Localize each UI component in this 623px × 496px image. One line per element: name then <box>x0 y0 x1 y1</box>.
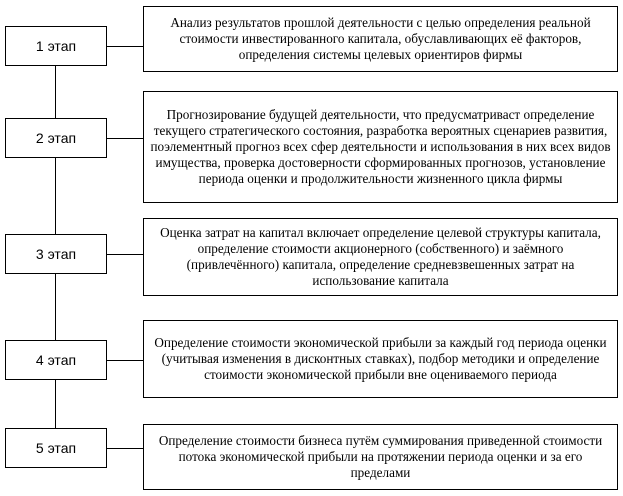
connector-stage-2 <box>107 138 143 139</box>
stage-label: 1 этап <box>35 38 77 54</box>
stage-description: Прогнозирование будущей деятельности, что предусматриваст определение текущего стратегического состояния, разработка вероятных сценариев развития, поэлементный прогноз всех сфер деятельности и использования в них всех видов имущества, проверка достоверности сформированных прогнозов, установление периода оценки и продолжительности жизненного цикла фирмы <box>150 107 611 186</box>
stage-2-description-box <box>143 91 618 203</box>
stage-description: Определение стоимости бизнеса путём суммирования приведенной стоимости потока экономической прибыли на протяжении периода оценки и за его пределами <box>158 433 603 480</box>
connector-stage-1 <box>107 46 143 47</box>
stage-description: Оценка затрат на капитал включает определение целевой структуры капитала, определение стоимости акционерного (собственного) и заёмного (привлечённого) капитала, определение средневзвешенных затрат на использование капитала <box>160 225 601 288</box>
stage-3-box <box>5 234 107 274</box>
stage-label: 4 этап <box>35 352 77 368</box>
connector-stage-5 <box>107 448 143 449</box>
connector-stage-3 <box>107 254 143 255</box>
connector-1-2 <box>55 66 56 118</box>
stage-3-description-box <box>143 218 618 296</box>
stage-label: 3 этап <box>35 246 77 262</box>
stage-5-description-box <box>143 424 618 490</box>
connector-stage-4 <box>107 360 143 361</box>
stage-description: Определение стоимости экономической прибыли за каждый год периода оценки (учитывая изменения в дисконтных ставках), подбор методики и определение стоимости экономической прибыли вне оцениваемого периода <box>154 335 607 382</box>
connector-2-3 <box>55 158 56 234</box>
stage-label: 5 этап <box>35 440 77 456</box>
stage-4-description-box <box>143 320 618 398</box>
stage-description: Анализ результатов прошлой деятельности с целью определения реальной стоимости инвестированного капитала, обуславливающих её факторов, определения системы целевых ориентиров фирмы <box>170 15 591 62</box>
stage-1-box <box>5 26 107 66</box>
stage-5-box <box>5 428 107 468</box>
stage-4-box <box>5 340 107 380</box>
stage-1-description-box <box>143 6 618 72</box>
connector-4-5 <box>55 380 56 428</box>
stage-2-box <box>5 118 107 158</box>
stage-label: 2 этап <box>35 130 77 146</box>
connector-3-4 <box>55 274 56 340</box>
